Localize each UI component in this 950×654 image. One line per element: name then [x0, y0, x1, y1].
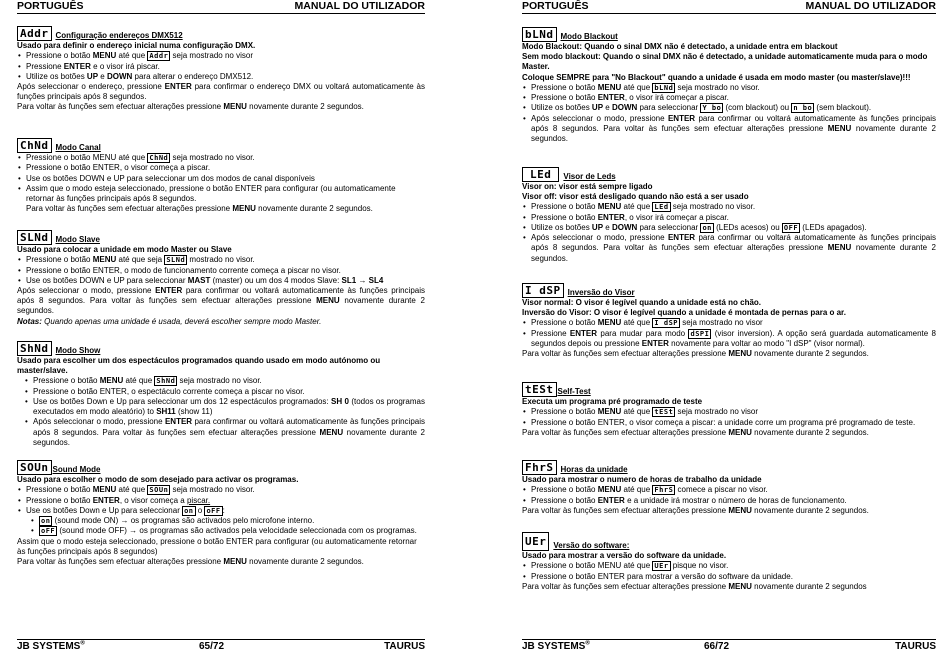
lcd-display-icon: FhrS: [654, 486, 674, 495]
paragraph: Para voltar às funções sem efectuar alterações pressione MENU novamente durante 2 segundos.: [522, 427, 869, 437]
lcd-display-icon: ChNd: [149, 154, 169, 162]
paragraph: Para voltar às funções sem efectuar alterações pressione MENU novamente durante 2 segundos.: [26, 204, 373, 214]
list-item: • Pressione o botão MENU até que bLNd seja mostrado no visor.: [522, 83, 936, 93]
section-title: Configuração endereços DMX512: [55, 30, 183, 40]
list-item: • Use os botões Down e Up para seleccionar on o oFF :: [17, 506, 425, 516]
right-page: [522, 0, 936, 654]
list-item: • Após seleccionar o modo, pressione ENTER para confirmar ou voltará automaticamente às funções principais após 8 segundos. Para voltar às funções sem efectuar alterações pressione MENU novamente durante 2 segundos.: [522, 233, 936, 264]
section-title: Visor de Leds: [563, 171, 616, 181]
page-number: 65/72: [199, 641, 225, 652]
lcd-display-icon: ShNd: [156, 377, 176, 386]
list-item: • Utilize os botões UP e DOWN para seleccionar on (LEDs acesos) ou OFF (LEDs apagados).: [522, 223, 936, 233]
footer-product: TAURUS: [384, 641, 425, 652]
instruction-list: [17, 51, 425, 82]
section-intro: Executa um programa pré programado de teste: [522, 397, 703, 406]
list-item: • Utilize os botões UP e DOWN para seleccionar Y bo (com blackout) ou n bo (sem blackout).: [522, 103, 936, 113]
lcd-display-icon: LEd: [654, 203, 669, 212]
lcd-display-icon: on: [41, 517, 51, 526]
list-item: • Pressione o botão MENU até que I dSP seja mostrado no visor: [522, 318, 936, 328]
lcd-display-icon: ChNd: [17, 138, 52, 153]
section-title: Self-Test: [557, 386, 591, 396]
section-title: Modo Slave: [55, 234, 100, 244]
instruction-list: [522, 318, 936, 349]
list-item: • Utilize os botões UP e DOWN para alterar o endereço DMX512.: [17, 72, 425, 82]
instruction-list: [522, 407, 936, 428]
lcd-display-icon: FhrS: [522, 460, 557, 475]
paragraph: Para voltar às funções sem efectuar alterações pressione MENU novamente durante 2 segundos.: [522, 505, 869, 515]
footer-brand: JB SYSTEMS®: [522, 640, 590, 652]
footer-product: TAURUS: [895, 641, 936, 652]
list-item: • Após seleccionar o modo, pressione ENTER para confirmar ou voltará automaticamente às funções principais após 8 segundos. Para voltar às funções sem efectuar alterações pressione MENU novamente durante 2 segundos.: [522, 114, 936, 145]
lcd-display-icon: Addr: [149, 52, 169, 61]
section-intro: Usado para escolher um dos espectáculos programados quando usado em modo autónomo ou master/slave.: [17, 356, 381, 376]
section-title: Modo Canal: [55, 142, 101, 152]
instruction-list: [522, 485, 936, 506]
section-title: Modo Show: [55, 345, 101, 355]
lcd-display-icon: SOUn: [149, 486, 169, 495]
section-intro: Usado para escolher o modo de som desejado para activar os programas.: [17, 475, 299, 484]
section-self-test: [522, 382, 936, 438]
paragraph: Após seleccionar o modo, pressione ENTER para confirmar ou voltará automaticamente às funções principais após 8 segundos. Para voltar às funções sem efectuar alterações pressione MENU novamente durante 2 segundos.: [17, 285, 426, 316]
list-item: • Use os botões DOWN e UP para seleccionar MAST (master) ou um dos 4 modos Slave: SL1 → SL4: [17, 276, 425, 286]
header-language: PORTUGUÊS: [522, 0, 589, 12]
list-item: • Pressione ENTER para mudar para modo dSPI (visor inversion). A opção será guardada automaticamente 8 segundos depois ou pressione ENTER novamente para voltar ao modo "I dSP" (visor normal).: [522, 329, 936, 350]
section-title: Sound Mode: [52, 464, 101, 474]
page-footer: [522, 639, 936, 654]
lcd-display-icon: I dSP: [654, 319, 678, 328]
list-item: • Pressione o botão MENU até que ChNd seja mostrado no visor.: [17, 153, 425, 163]
list-item: • Pressione o botão ENTER, o visor começa a piscar.: [17, 163, 425, 173]
info-line: Modo Blackout: Quando o sinal DMX não é detectado, a unidade entra em blackout: [522, 42, 838, 51]
list-item: • oFF (sound mode OFF) → os programas são activados pela velocidade seleccionada com os programas.: [17, 526, 425, 536]
lcd-display-icon: oFF: [206, 506, 221, 515]
instruction-list: [17, 376, 425, 448]
info-line: Visor off: visor está desligado quando não está a ser usado: [522, 192, 749, 202]
footer-brand: JB SYSTEMS®: [17, 640, 85, 652]
lcd-display-icon: ShNd: [17, 341, 52, 356]
list-item: • Pressione o botão MENU até que FhrS comece a piscar no visor.: [522, 485, 936, 495]
list-item: • Use os botões Down e Up para seleccionar um dos 12 espectáculos programados: SH 0 (todos os programas executados em modo aleatório) to SH11 (show 11): [24, 397, 425, 417]
instruction-list: [17, 485, 425, 516]
paragraph: Assim que o modo esteja seleccionado, pressione o botão ENTER para configurar (ou automaticamente retornar às funções principais após 8 segundos): [17, 536, 417, 556]
list-item: • Use os botões DOWN e UP para seleccionar um dos modos de canal disponíveis: [17, 174, 425, 184]
section-show-mode: [17, 341, 425, 448]
section-slave-mode: [17, 230, 425, 327]
lcd-display-icon: Y bo: [702, 104, 722, 113]
info-line: Coloque SEMPRE para "No Blackout" quando a unidade é usada em modo master (ou master/slave)!!!: [522, 72, 911, 82]
list-item: • Pressione o botão ENTER, o visor irá começar a piscar.: [522, 213, 936, 223]
instruction-list: [522, 202, 936, 263]
paragraph: Para voltar às funções sem efectuar alterações pressione MENU novamente durante 2 segundos.: [17, 102, 364, 112]
section-title: Versão do software:: [553, 540, 630, 550]
sub-list: [17, 516, 425, 537]
note: Notas: Quando apenas uma unidade é usada, deverá escolher sempre modo Master.: [17, 316, 322, 326]
section-title: Inversão do Visor: [567, 287, 635, 297]
section-intro: Usado para definir o endereço inicial numa configuração DMX.: [17, 41, 256, 50]
lcd-display-icon: dSPI: [690, 329, 710, 338]
list-item: • Pressione o botão MENU até que SOUn seja mostrado no visor.: [17, 485, 425, 495]
lcd-display-icon: SLNd: [166, 256, 186, 265]
list-item: • Pressione o botão ENTER para mostrar a versão do software da unidade.: [522, 572, 936, 582]
lcd-display-icon: oFF: [41, 527, 56, 536]
list-item: • Pressione o botão MENU até que tESt seja mostrado no visor: [522, 407, 936, 417]
list-item: • Pressione o botão ENTER, o modo de funcionamento corrente começa a piscar no visor.: [17, 266, 425, 276]
section-display-inversion: [522, 283, 936, 359]
list-item: • Pressione o botão ENTER, o visor irá começar a piscar.: [522, 93, 936, 103]
paragraph: Para voltar às funções sem efectuar alterações pressione MENU novamente durante 2 segundos: [522, 581, 867, 591]
lcd-display-icon: SOUn: [17, 460, 52, 475]
info-line: Inversão do Visor: O visor é legível quando a unidade é montada de pernas para o ar.: [522, 308, 846, 318]
list-item: • Pressione o botão MENU até que seja SLNd mostrado no visor.: [17, 255, 425, 265]
section-title: Modo Blackout: [560, 31, 618, 41]
section-unit-hours: [522, 460, 936, 516]
header-language: PORTUGUÊS: [17, 0, 84, 12]
list-item: • Pressione o botão MENU até que ShNd seja mostrado no visor.: [24, 376, 425, 386]
info-line: Visor normal: O visor é legível quando a unidade está no chão.: [522, 298, 762, 307]
instruction-list: [522, 83, 936, 144]
lcd-display-icon: tESt: [522, 382, 557, 397]
list-item: • Pressione o botão MENU até que LEd seja mostrado no visor.: [522, 202, 936, 212]
section-title: Horas da unidade: [560, 464, 628, 474]
list-item: • Pressione o botão MENU até que Addr seja mostrado no visor: [17, 51, 425, 61]
paragraph: Para voltar às funções sem efectuar alterações pressione MENU novamente durante 2 segundos.: [522, 349, 869, 359]
list-item: • Assim que o modo esteja seleccionado, pressione o botão ENTER para configurar (ou automaticamente retornar às funções principais após 8 segundos.: [17, 184, 425, 204]
lcd-display-icon: tESt: [654, 408, 674, 417]
header-manual-title: MANUAL DO UTILIZADOR: [294, 0, 425, 12]
section-blackout-mode: [522, 27, 936, 144]
section-intro: Usado para colocar a unidade em modo Master ou Slave: [17, 245, 232, 254]
page-number: 66/72: [704, 641, 730, 652]
lcd-display-icon: bLNd: [654, 83, 674, 92]
info-line: Sem modo blackout: Quando o sinal DMX não é detectado, a unidade automaticamente muda para o modo Master.: [522, 52, 928, 72]
instruction-list: [17, 255, 425, 286]
paragraph: Para voltar às funções sem efectuar alterações pressione MENU novamente durante 2 segundos.: [17, 557, 364, 567]
list-item: • Após seleccionar o modo, pressione ENTER para confirmar ou voltará automaticamente às funções principais após 8 segundos. Para voltar às funções sem efectuar alterações pressione MENU novamente durante 2 segundos.: [24, 417, 425, 448]
list-item: • Pressione o botão ENTER, o visor começa a piscar.: [17, 496, 425, 506]
info-line: Visor on: visor está sempre ligado: [522, 182, 653, 191]
lcd-display-icon: OFF: [783, 223, 799, 232]
page-header: [17, 0, 425, 14]
lcd-display-icon: on: [702, 223, 712, 232]
list-item: • Pressione ENTER e o visor irá piscar.: [17, 62, 425, 72]
left-page: [17, 0, 425, 654]
lcd-display-icon: UEr: [522, 532, 549, 551]
instruction-list: [522, 561, 936, 582]
section-led-display: [522, 167, 936, 264]
lcd-display-icon: bLNd: [522, 27, 557, 42]
lcd-display-icon: Addr: [17, 26, 52, 41]
section-channel-mode: [17, 138, 425, 214]
section-software-version: [522, 531, 936, 592]
list-item: • on (sound mode ON) → os programas são activados pelo microfone interno.: [17, 516, 425, 526]
section-intro: Usado para mostrar a versão do software da unidade.: [522, 551, 727, 560]
list-item: • Pressione o botão ENTER, o espectáculo corrente começa a piscar no visor.: [24, 387, 425, 397]
page-header: [522, 0, 936, 14]
lcd-display-icon: I dSP: [522, 283, 564, 298]
header-manual-title: MANUAL DO UTILIZADOR: [805, 0, 936, 12]
list-item: • Pressione o botão ENTER, o visor começa a piscar: a unidade corre um programa pré programado de teste.: [522, 418, 936, 428]
paragraph: Após seleccionar o endereço, pressione ENTER para confirmar o endereço DMX ou voltará automaticamente às funções principais após 8 segundos.: [17, 81, 426, 102]
section-intro: Usado para mostrar o numero de horas de trabalho da unidade: [522, 475, 762, 484]
lcd-display-icon: SLNd: [17, 230, 52, 245]
lcd-display-icon: n bo: [793, 104, 813, 113]
lcd-display-icon: LEd: [522, 167, 559, 182]
section-sound-mode: [17, 460, 425, 567]
list-item: • Pressione o botão MENU até que UEr pisque no visor.: [522, 561, 936, 571]
list-item: • Pressione o botão ENTER e a unidade irá mostrar o número de horas de funcionamento.: [522, 496, 936, 506]
instruction-list: [17, 153, 425, 204]
lcd-display-icon: UEr: [654, 562, 669, 571]
section-dmx-address: [17, 26, 425, 113]
lcd-display-icon: on: [184, 506, 194, 515]
page-footer: [17, 639, 425, 654]
